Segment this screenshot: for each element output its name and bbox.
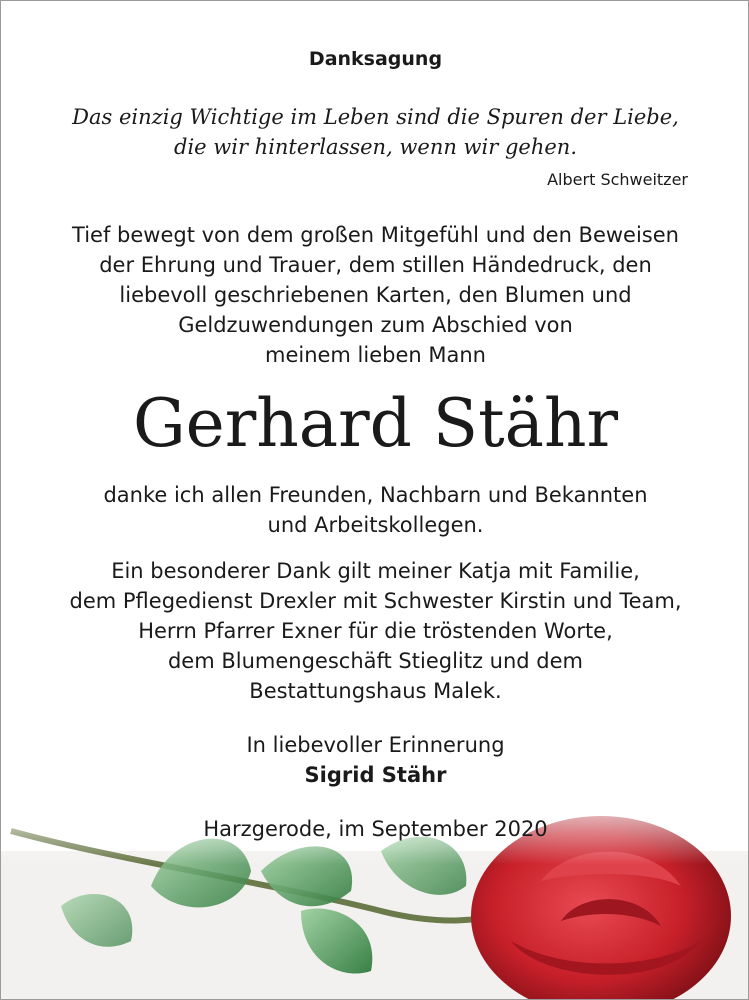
closing-line: In liebevoller Erinnerung — [246, 733, 505, 757]
place-date: Harzgerode, im September 2020 — [203, 817, 548, 841]
signature: Sigrid Stähr — [304, 763, 447, 787]
thanks-line-1: danke ich allen Freunden, Nachbarn und Bekannten — [103, 483, 648, 507]
quote-line-1: Das einzig Wichtige im Leben sind die Spuren der Liebe, — [72, 105, 679, 129]
intro-line-3: liebevoll geschriebenen Karten, den Blumen und — [119, 283, 632, 307]
intro-line-4: Geldzuwendungen zum Abschied von — [178, 313, 573, 337]
thanks-line-2: und Arbeitskollegen. — [267, 513, 484, 537]
deceased-name: Gerhard Stähr — [132, 385, 619, 462]
special-line-5: Bestattungshaus Malek. — [249, 679, 502, 703]
special-line-4: dem Blumengeschäft Stieglitz und dem — [167, 649, 584, 673]
intro-line-5: meinem lieben Mann — [264, 343, 486, 367]
intro-line-1: Tief bewegt von dem großen Mitgefühl und den Beweisen — [72, 223, 679, 247]
intro-line-2: der Ehrung und Trauer, dem stillen Händedruck, den — [99, 253, 652, 277]
special-line-3: Herrn Pfarrer Exner für die tröstenden Worte, — [138, 619, 613, 643]
quote-author: Albert Schweitzer — [547, 170, 688, 189]
special-line-1: Ein besonderer Dank gilt meiner Katja mit Familie, — [111, 559, 640, 583]
quote-line-2: die wir hinterlassen, wenn wir gehen. — [174, 135, 577, 159]
heading: Danksagung — [308, 48, 443, 70]
special-line-2: dem Pflegedienst Drexler mit Schwester Kirstin und Team, — [69, 589, 682, 613]
